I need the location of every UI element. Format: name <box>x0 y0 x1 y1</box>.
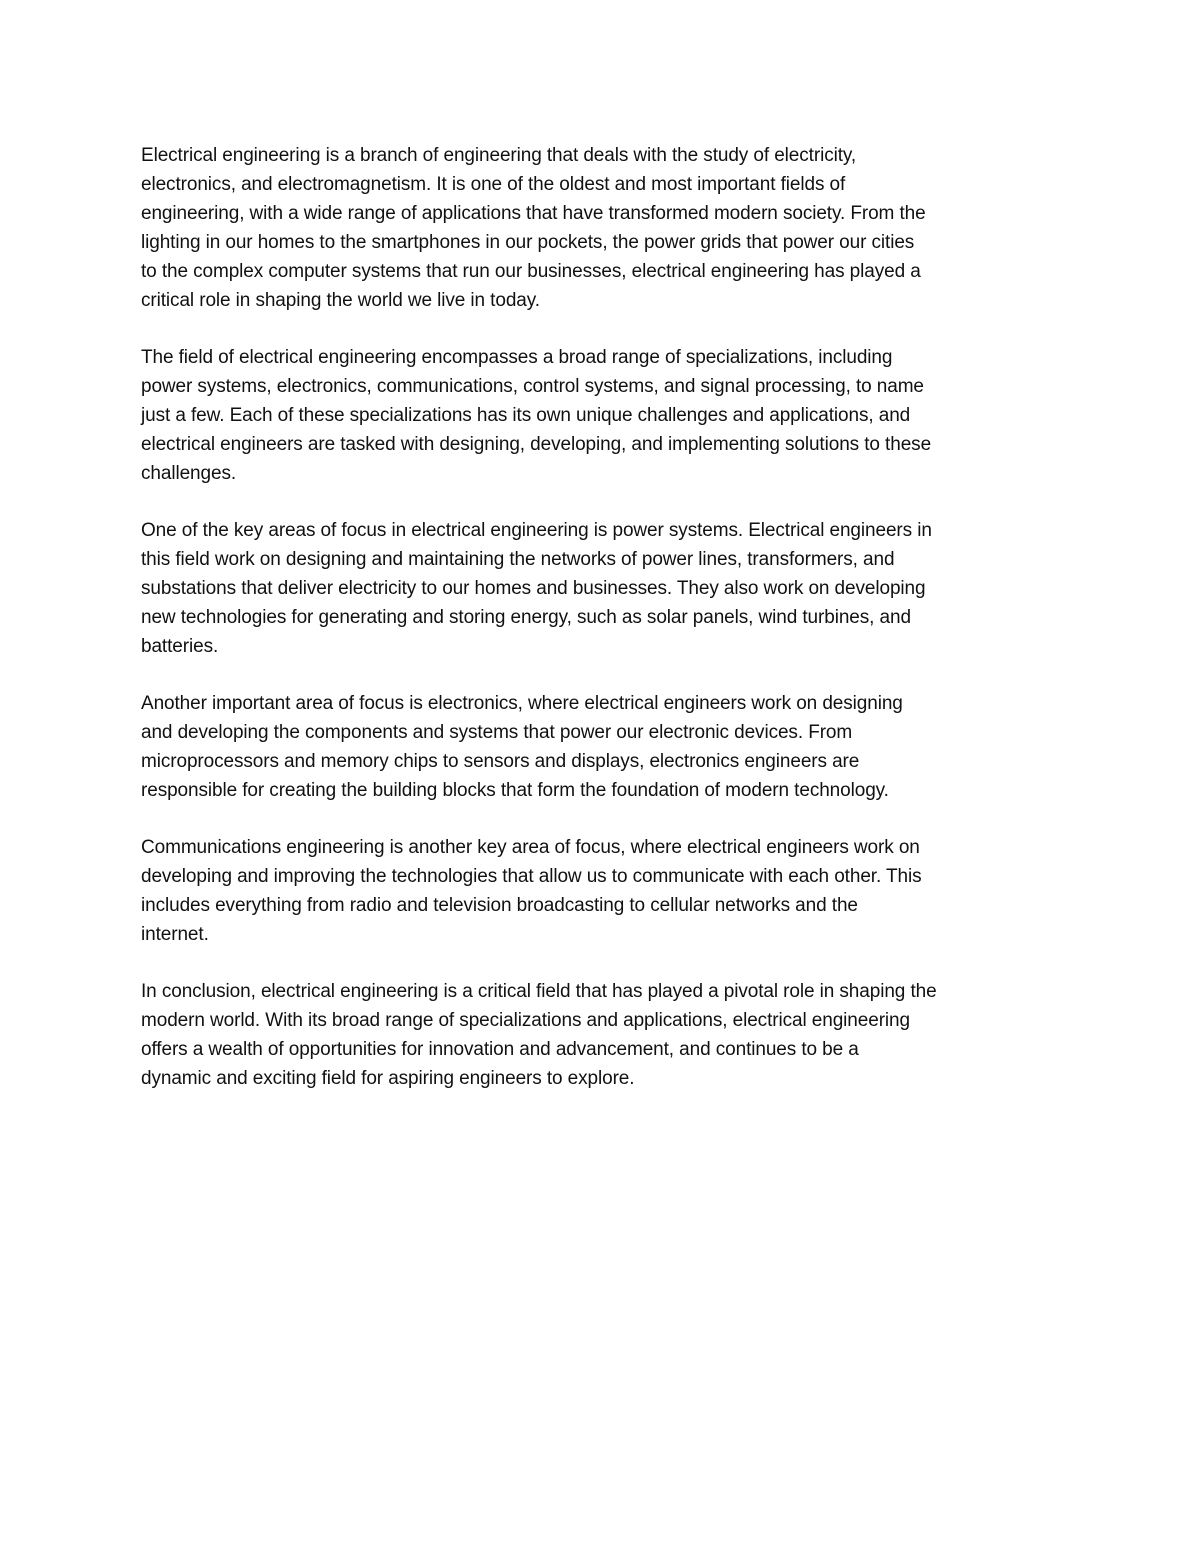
paragraph-2 <box>141 343 1066 488</box>
text-line: One of the key areas of focus in electrical engineering is power systems. Electrical engineers in <box>141 520 932 541</box>
text-line: batteries. <box>141 636 219 657</box>
text-line: Another important area of focus is electronics, where electrical engineers work on designing <box>141 693 903 714</box>
text-line: dynamic and exciting field for aspiring engineers to explore. <box>141 1068 635 1089</box>
paragraph-5 <box>141 833 1066 949</box>
text-line: developing and improving the technologies that allow us to communicate with each other. This <box>141 866 922 887</box>
text-line: internet. <box>141 924 209 945</box>
text-line: Electrical engineering is a branch of engineering that deals with the study of electricity, <box>141 145 857 166</box>
text-line: power systems, electronics, communications, control systems, and signal processing, to name <box>141 376 924 397</box>
paragraph-1 <box>141 141 1066 315</box>
paragraph-3 <box>141 516 1066 661</box>
text-line: new technologies for generating and storing energy, such as solar panels, wind turbines, and <box>141 607 911 628</box>
text-line: microprocessors and memory chips to sensors and displays, electronics engineers are <box>141 751 860 772</box>
text-line: critical role in shaping the world we live in today. <box>141 290 540 311</box>
text-line: just a few. Each of these specializations has its own unique challenges and applications, and <box>141 405 911 426</box>
text-line: responsible for creating the building blocks that form the foundation of modern technology. <box>141 780 889 801</box>
text-line: modern world. With its broad range of specializations and applications, electrical engineering <box>141 1010 910 1031</box>
text-line: Communications engineering is another key area of focus, where electrical engineers work on <box>141 837 920 858</box>
text-line: electronics, and electromagnetism. It is one of the oldest and most important fields of <box>141 174 846 195</box>
text-line: offers a wealth of opportunities for innovation and advancement, and continues to be a <box>141 1039 859 1060</box>
text-line: this field work on designing and maintaining the networks of power lines, transformers, and <box>141 549 895 570</box>
text-line: includes everything from radio and television broadcasting to cellular networks and the <box>141 895 858 916</box>
text-line: substations that deliver electricity to our homes and businesses. They also work on developing <box>141 578 926 599</box>
paragraph-6 <box>141 977 1066 1093</box>
paragraph-4 <box>141 689 1066 805</box>
text-line: to the complex computer systems that run our businesses, electrical engineering has played a <box>141 261 921 282</box>
text-line: lighting in our homes to the smartphones in our pockets, the power grids that power our cities <box>141 232 915 253</box>
text-line: engineering, with a wide range of applications that have transformed modern society. From the <box>141 203 926 224</box>
text-line: The field of electrical engineering encompasses a broad range of specializations, including <box>141 347 893 368</box>
text-line: and developing the components and systems that power our electronic devices. From <box>141 722 853 743</box>
text-line: In conclusion, electrical engineering is a critical field that has played a pivotal role in shaping the <box>141 981 937 1002</box>
text-line: challenges. <box>141 463 237 484</box>
text-line: electrical engineers are tasked with designing, developing, and implementing solutions to these <box>141 434 932 455</box>
document-body <box>141 141 1066 1121</box>
